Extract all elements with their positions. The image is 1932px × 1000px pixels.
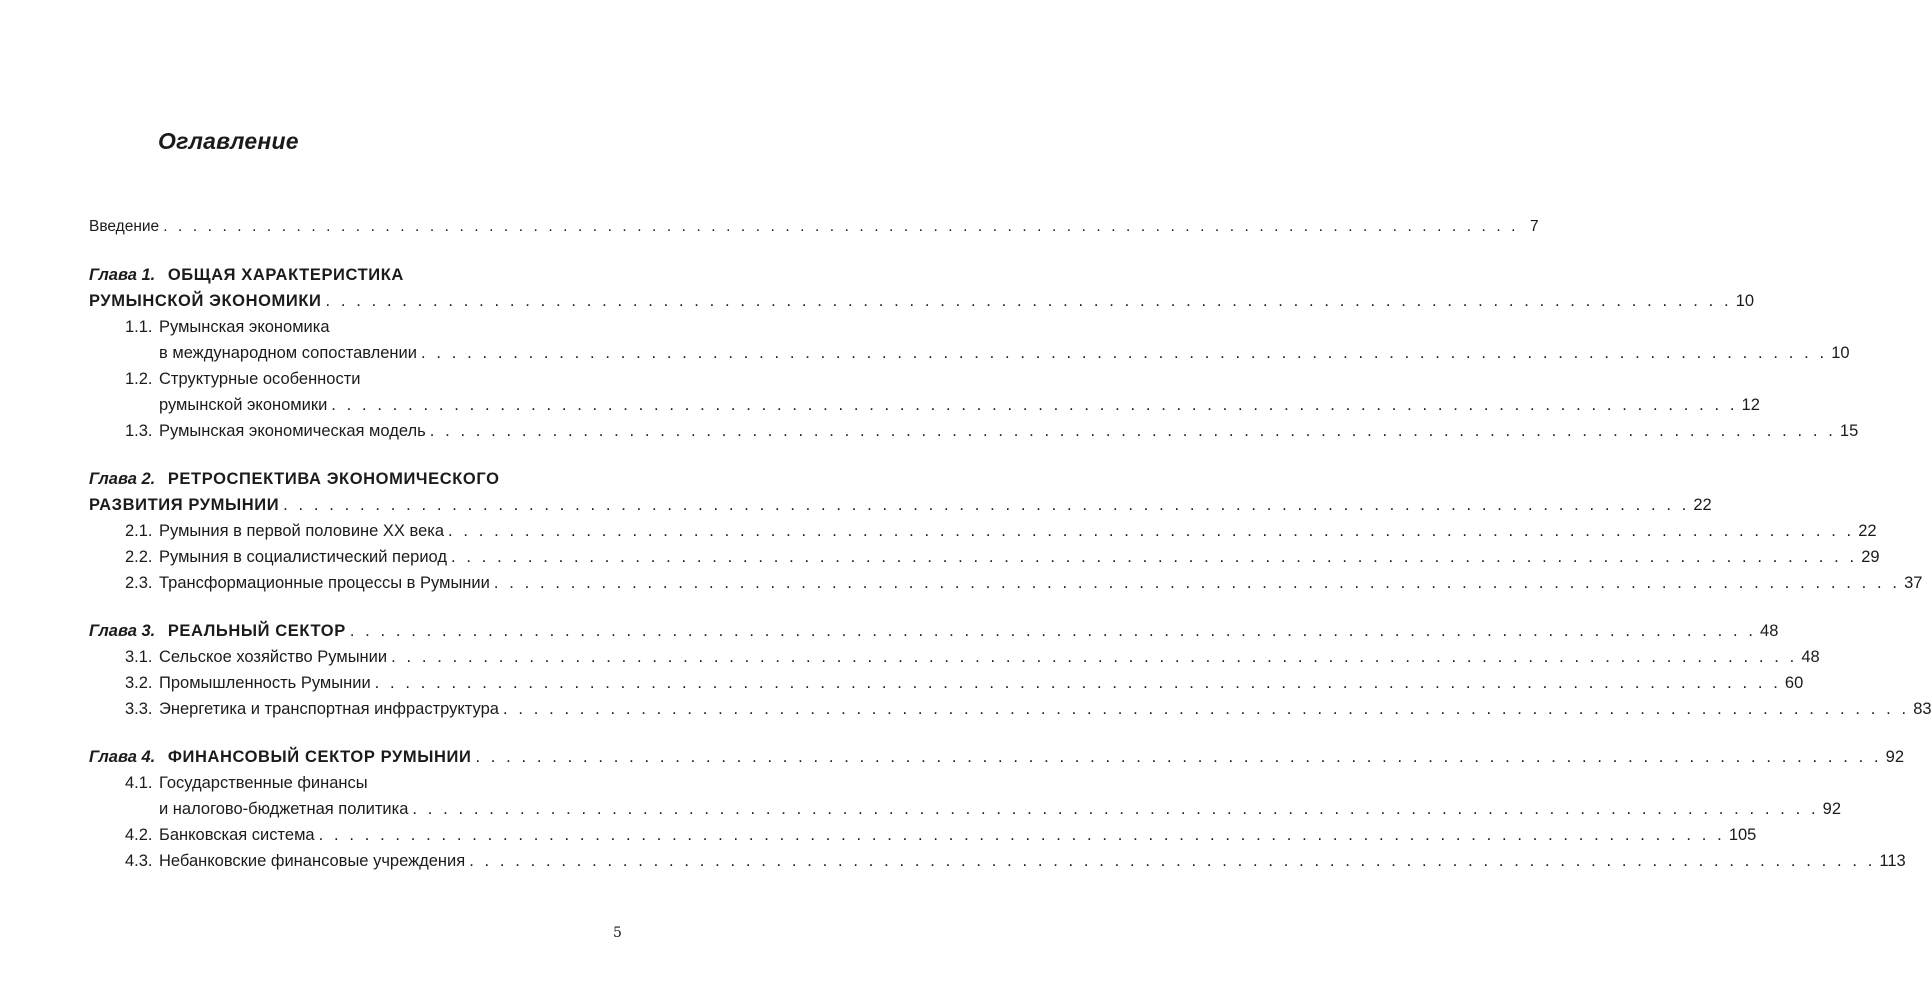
- page-title: Оглавление: [158, 128, 299, 154]
- dot-leader: . . . . . . . . . . . . . . . . . . . . . . . . . . . . . . . . . . . . . . . . . . . . . . . . . . . . . . . . . . . . . . . . . . . . . . . . . . . . . . . . . . . . . . . . . . . .: [429, 422, 1836, 440]
- chapter-heading-line[interactable]: [89, 466, 624, 492]
- section-entry[interactable]: [89, 570, 1923, 596]
- page-number: 10: [1735, 292, 1755, 310]
- section-title: в международном сопоставлении: [159, 344, 417, 362]
- chapter-title: РЕАЛЬНЫЙ СЕКТОР: [167, 622, 346, 640]
- chapter-title: РЕТРОСПЕКТИВА ЭКОНОМИЧЕСКОГО: [167, 470, 500, 488]
- section-number: 4.3.: [125, 852, 153, 870]
- dot-leader: . . . . . . . . . . . . . . . . . . . . . . . . . . . . . . . . . . . . . . . . . . . . . . . . . . . . . . . . . . . . . . . . . . . . . . . . . . . . . . . . . . . . . . . . . . . .: [331, 396, 1738, 414]
- section-number: 3.2.: [125, 674, 153, 692]
- section-entry[interactable]: [89, 822, 1757, 848]
- chapter-title: РУМЫНСКОЙ ЭКОНОМИКИ: [89, 292, 322, 310]
- chapter-heading-line[interactable]: [89, 618, 1779, 644]
- intro-label: Введение: [89, 218, 160, 235]
- section-number: 3.1.: [125, 648, 153, 666]
- section-number: 4.1.: [125, 774, 153, 792]
- page-number: 22: [1693, 496, 1712, 514]
- chapter-title: ОБЩАЯ ХАРАКТЕРИСТИКА: [167, 266, 404, 284]
- chapter-heading-line[interactable]: [89, 492, 1712, 518]
- chapter-title: РАЗВИТИЯ РУМЫНИИ: [89, 496, 280, 514]
- dot-leader: . . . . . . . . . . . . . . . . . . . . . . . . . . . . . . . . . . . . . . . . . . . . . . . . . . . . . . . . . . . . . . . . . . . . . . . . . . . . . . . . . . . . . . . . . . . .: [451, 548, 1858, 566]
- section-title: и налогово-бюджетная политика: [159, 800, 409, 818]
- section-number: 3.3.: [125, 700, 153, 718]
- section-title: Государственные финансы: [159, 774, 368, 792]
- page-number: 10: [1831, 344, 1850, 362]
- section-entry[interactable]: [89, 418, 1859, 444]
- chapter-label: Глава 2.: [89, 470, 156, 488]
- page-number: 113: [1879, 852, 1906, 870]
- section-title: Румынская экономическая модель: [159, 422, 426, 440]
- chapter-heading-line[interactable]: [89, 288, 1755, 314]
- dot-leader: . . . . . . . . . . . . . . . . . . . . . . . . . . . . . . . . . . . . . . . . . . . . . . . . . . . . . . . . . . . . . . . . . . . . . . . . . . . . . . . . . . . . . . . . . . . .: [283, 496, 1690, 514]
- dot-leader: . . . . . . . . . . . . . . . . . . . . . . . . . . . . . . . . . . . . . . . . . . . . . . . . . . . . . . . . . . . . . . . . . . . . . . . . . . . . . . . . . . . . . . . . . . . .: [469, 852, 1876, 870]
- section-entry[interactable]: [89, 670, 1804, 696]
- section-title: Промышленность Румынии: [159, 674, 371, 692]
- page-number: 22: [1858, 522, 1877, 540]
- page-number: 92: [1822, 800, 1841, 818]
- chapter-title: ФИНАНСОВЫЙ СЕКТОР РУМЫНИИ: [167, 748, 472, 766]
- section-title: Небанковские финансовые учреждения: [159, 852, 466, 870]
- dot-leader: . . . . . . . . . . . . . . . . . . . . . . . . . . . . . . . . . . . . . . . . . . . . . . . . . . . . . . . . . . . . . . . . . . . . . . . . . . . . . . . . . . . . . . . . . . . .: [349, 622, 1757, 640]
- section-number: 1.1.: [125, 318, 153, 336]
- chapter-heading-line[interactable]: [89, 744, 1905, 770]
- dot-leader: . . . . . . . . . . . . . . . . . . . . . . . . . . . . . . . . . . . . . . . . . . . . . . . . . . . . . . . . . . . . . . . . . . . . . . . . . . . . . . . . . . . . . . . . . . . .: [493, 574, 1901, 592]
- page-folio-number: 5: [613, 925, 622, 941]
- chapter-label: Глава 4.: [89, 748, 156, 766]
- page-number: 15: [1839, 422, 1859, 440]
- page-number: 92: [1885, 748, 1905, 766]
- page-number: 12: [1741, 396, 1760, 414]
- section-entry[interactable]: [89, 314, 624, 340]
- page-number: 7: [1529, 218, 1539, 235]
- chapter-heading-line[interactable]: [89, 262, 624, 288]
- chapter-4: [89, 744, 1906, 874]
- dot-leader: . . . . . . . . . . . . . . . . . . . . . . . . . . . . . . . . . . . . . . . . . . . . . . . . . . . . . . . . . . . . . . . . . . . . . . . . . . . . . . . . . . . . . . . . . . . .: [325, 292, 1732, 310]
- dot-leader: . . . . . . . . . . . . . . . . . . . . . . . . . . . . . . . . . . . . . . . . . . . . . . . . . . . . . . . . . . . . . . . . . . . . . . . . . . . . . . . . . . . . . . . . . . . .: [475, 748, 1882, 766]
- section-number: 2.1.: [125, 522, 153, 540]
- page-number: 48: [1760, 622, 1779, 640]
- page-number: 48: [1801, 648, 1820, 666]
- section-number: 4.2.: [125, 826, 153, 844]
- dot-leader: . . . . . . . . . . . . . . . . . . . . . . . . . . . . . . . . . . . . . . . . . . . . . . . . . . . . . . . . . . . . . . . . . . . . . . . . . . . . . . . . . . . . . . . . . . . .: [318, 826, 1725, 844]
- chapter-label: Глава 3.: [89, 622, 156, 640]
- section-number: 1.3.: [125, 422, 153, 440]
- dot-leader: . . . . . . . . . . . . . . . . . . . . . . . . . . . . . . . . . . . . . . . . . . . . . . . . . . . . . . . . . . . . . . . . . . . . . . . . . . . . . . . . . . . . . . . . . . . .: [163, 218, 1519, 235]
- chapter-label: Глава 1.: [89, 266, 156, 284]
- section-title: Румыния в первой половине XX века: [159, 522, 445, 540]
- section-title: Энергетика и транспортная инфраструктура: [159, 700, 499, 718]
- section-title: румынской экономики: [159, 396, 328, 414]
- section-entry[interactable]: [89, 770, 624, 796]
- section-entry-continuation[interactable]: [89, 796, 1841, 822]
- section-entry-continuation[interactable]: [89, 392, 1760, 418]
- section-title: Сельское хозяйство Румынии: [159, 648, 388, 666]
- dot-leader: . . . . . . . . . . . . . . . . . . . . . . . . . . . . . . . . . . . . . . . . . . . . . . . . . . . . . . . . . . . . . . . . . . . . . . . . . . . . . . . . . . . . . . . . . . . .: [420, 344, 1828, 362]
- section-title: Румынская экономика: [159, 318, 330, 336]
- section-title: Трансформационные процессы в Румынии: [159, 574, 490, 592]
- section-entry[interactable]: [89, 696, 1932, 722]
- section-entry[interactable]: [89, 848, 1906, 874]
- dot-leader: . . . . . . . . . . . . . . . . . . . . . . . . . . . . . . . . . . . . . . . . . . . . . . . . . . . . . . . . . . . . . . . . . . . . . . . . . . . . . . . . . . . . . . . . . . . .: [502, 700, 1910, 718]
- dot-leader: . . . . . . . . . . . . . . . . . . . . . . . . . . . . . . . . . . . . . . . . . . . . . . . . . . . . . . . . . . . . . . . . . . . . . . . . . . . . . . . . . . . . . . . . . . . .: [412, 800, 1819, 818]
- chapter-3: [89, 618, 1932, 722]
- page-number: 105: [1728, 826, 1757, 844]
- dot-leader: . . . . . . . . . . . . . . . . . . . . . . . . . . . . . . . . . . . . . . . . . . . . . . . . . . . . . . . . . . . . . . . . . . . . . . . . . . . . . . . . . . . . . . . . . . . .: [374, 674, 1781, 692]
- section-entry[interactable]: [89, 544, 1880, 570]
- chapter-1: [89, 262, 1859, 444]
- section-title: Банковская система: [159, 826, 315, 844]
- section-entry[interactable]: [89, 644, 1820, 670]
- section-number: 2.2.: [125, 548, 153, 566]
- page-number: 37: [1904, 574, 1923, 592]
- section-entry-continuation[interactable]: [89, 340, 1850, 366]
- toc-entry-intro[interactable]: [89, 214, 1539, 240]
- section-entry[interactable]: [89, 366, 624, 392]
- chapter-2: [89, 466, 1923, 596]
- section-title: Румыния в социалистический период: [159, 548, 448, 566]
- dot-leader: . . . . . . . . . . . . . . . . . . . . . . . . . . . . . . . . . . . . . . . . . . . . . . . . . . . . . . . . . . . . . . . . . . . . . . . . . . . . . . . . . . . . . . . . . . . .: [448, 522, 1855, 540]
- section-number: 2.3.: [125, 574, 153, 592]
- page-number: 60: [1784, 674, 1804, 692]
- section-entry[interactable]: [89, 518, 1877, 544]
- dot-leader: . . . . . . . . . . . . . . . . . . . . . . . . . . . . . . . . . . . . . . . . . . . . . . . . . . . . . . . . . . . . . . . . . . . . . . . . . . . . . . . . . . . . . . . . . . . .: [391, 648, 1798, 666]
- section-title: Структурные особенности: [159, 370, 361, 388]
- page-number: 83: [1913, 700, 1932, 718]
- table-of-contents: [89, 214, 1932, 874]
- section-number: 1.2.: [125, 370, 153, 388]
- page-number: 29: [1861, 548, 1880, 566]
